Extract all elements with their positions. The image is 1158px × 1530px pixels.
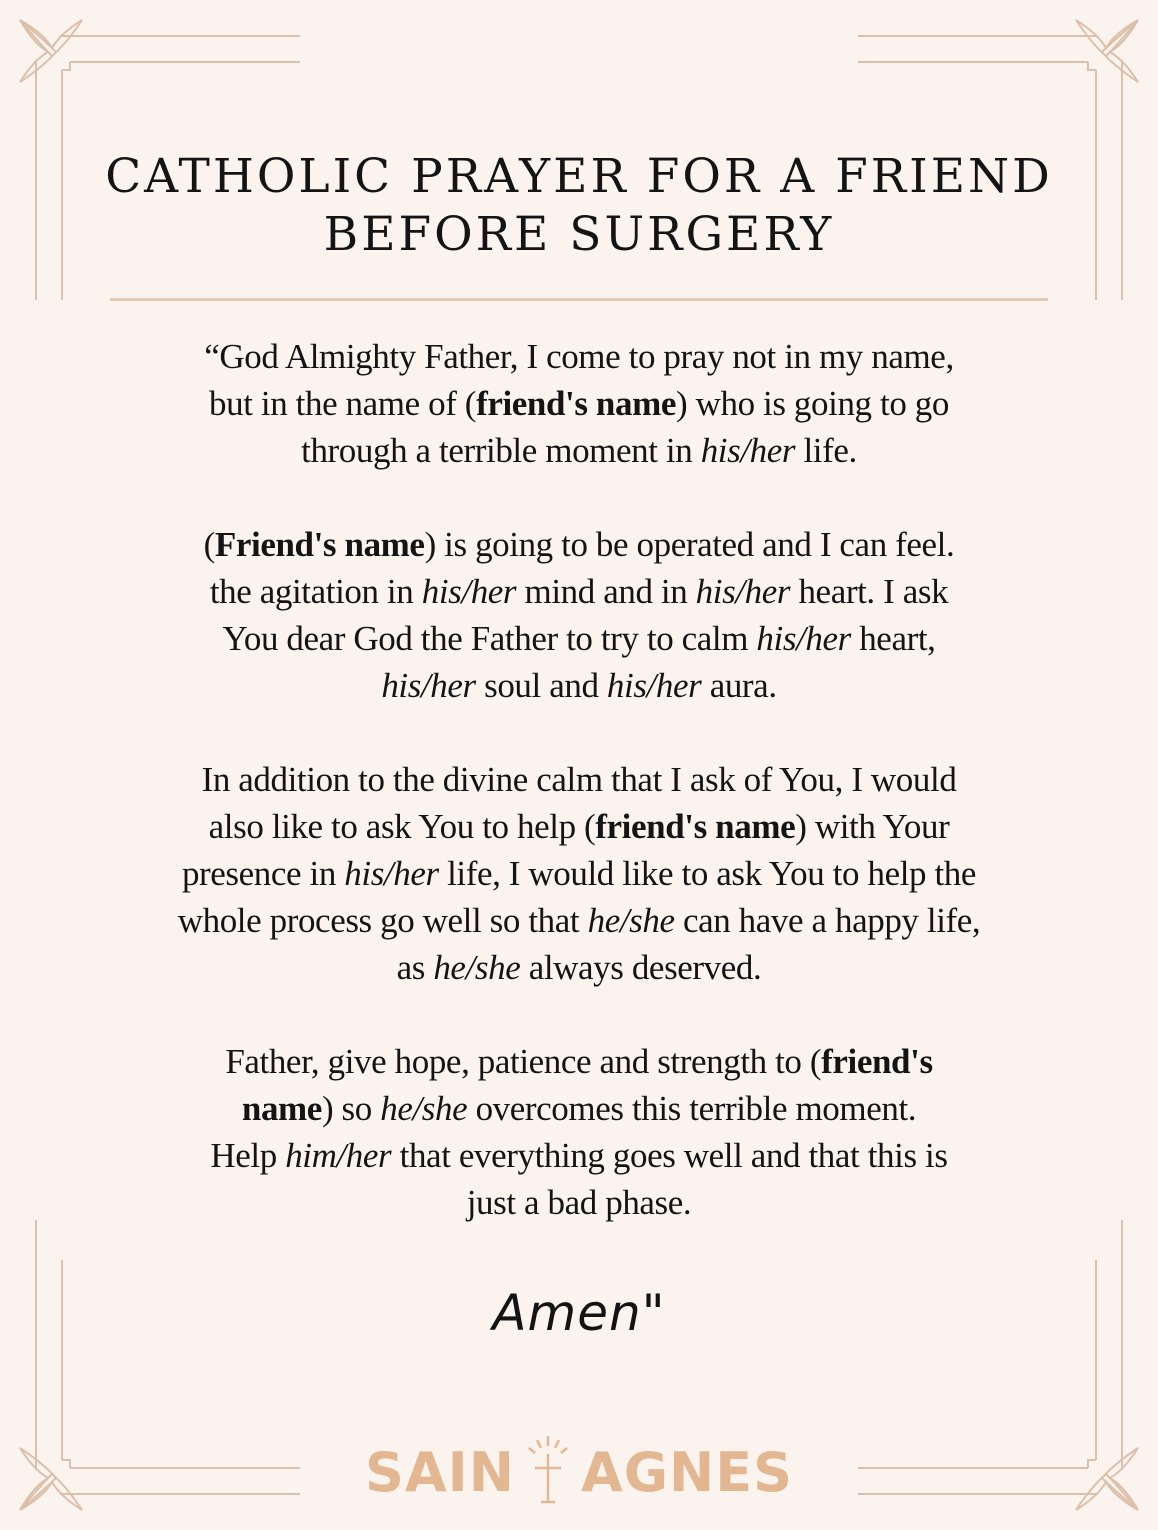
text: ( bbox=[203, 525, 215, 564]
pronoun-placeholder: his/her bbox=[344, 854, 439, 893]
saint-agnes-logo bbox=[0, 1432, 1158, 1512]
placeholder-friend-name: friend's name bbox=[476, 384, 676, 423]
pronoun-placeholder: his/her bbox=[695, 572, 791, 611]
prayer-line bbox=[70, 427, 1088, 474]
text: life. bbox=[795, 431, 857, 470]
prayer-line bbox=[70, 333, 1088, 380]
text: that everything goes well and that this is bbox=[391, 1136, 948, 1175]
text: presence in bbox=[181, 854, 345, 893]
text: mind and in bbox=[516, 572, 696, 611]
title-divider bbox=[110, 298, 1048, 301]
text: always deserved. bbox=[520, 948, 762, 987]
text: ) with Your bbox=[795, 807, 950, 846]
prayer-line bbox=[70, 850, 1088, 897]
pronoun-placeholder: he/she bbox=[587, 901, 675, 940]
prayer-line bbox=[70, 662, 1088, 709]
prayer-paragraph-1 bbox=[70, 333, 1088, 474]
prayer-line bbox=[70, 1132, 1088, 1179]
text: ) so bbox=[321, 1089, 381, 1128]
text: can have a happy life, bbox=[674, 901, 981, 940]
prayer-line bbox=[70, 1038, 1088, 1085]
prayer-line bbox=[70, 897, 1088, 944]
text: also like to ask You to help ( bbox=[208, 807, 596, 846]
text: life, I would like to ask You to help the bbox=[438, 854, 977, 893]
pronoun-placeholder: he/she bbox=[380, 1089, 468, 1128]
text: In addition to the divine calm that I ask of You, I would bbox=[201, 760, 957, 799]
logo-text-right: AGNES bbox=[580, 1440, 794, 1504]
pronoun-placeholder: he/she bbox=[433, 948, 521, 987]
placeholder-friend-name: friend's name bbox=[595, 807, 796, 846]
title-line-2: BEFORE SURGERY bbox=[323, 207, 835, 262]
pronoun-placeholder: his/her bbox=[606, 666, 702, 705]
text: ) is going to be operated and I can feel. bbox=[424, 525, 955, 564]
text: just a bad phase. bbox=[466, 1183, 692, 1222]
prayer-paragraph-4 bbox=[70, 1038, 1088, 1226]
title-line-1: CATHOLIC PRAYER FOR A FRIEND bbox=[105, 149, 1053, 204]
prayer-line bbox=[70, 803, 1088, 850]
text: as bbox=[396, 948, 434, 987]
prayer-line bbox=[70, 380, 1088, 427]
text: soul and bbox=[475, 666, 607, 705]
text: ) who is going to go bbox=[676, 384, 949, 423]
text: whole process go well so that bbox=[177, 901, 588, 940]
prayer-line bbox=[70, 944, 1088, 991]
placeholder-friend-name: Friend's name bbox=[214, 525, 425, 564]
prayer-text bbox=[70, 333, 1088, 1273]
page-title bbox=[60, 148, 1098, 264]
prayer-paragraph-2 bbox=[70, 521, 1088, 709]
text: heart, bbox=[850, 619, 936, 658]
prayer-closing: Amen" bbox=[492, 1284, 666, 1342]
text: the agitation in bbox=[209, 572, 422, 611]
logo-text-left: SAIN bbox=[364, 1440, 515, 1504]
prayer-line bbox=[70, 1179, 1088, 1226]
text: but in the name of ( bbox=[209, 384, 477, 423]
text: You dear God the Father to try to calm bbox=[222, 619, 757, 658]
prayer-paragraph-3 bbox=[70, 756, 1088, 991]
pronoun-placeholder: him/her bbox=[285, 1136, 392, 1175]
prayer-line bbox=[70, 1085, 1088, 1132]
pronoun-placeholder: his/her bbox=[421, 572, 517, 611]
text: “God Almighty Father, I come to pray not in my name, bbox=[204, 337, 954, 376]
text: aura. bbox=[701, 666, 777, 705]
placeholder-friend-name: friend's bbox=[821, 1042, 933, 1081]
text: Help bbox=[210, 1136, 286, 1175]
pronoun-placeholder: his/her bbox=[756, 619, 851, 658]
cross-icon bbox=[517, 1432, 579, 1512]
placeholder-friend-name: name bbox=[241, 1089, 322, 1128]
pronoun-placeholder: his/her bbox=[381, 666, 476, 705]
text: heart. I ask bbox=[790, 572, 949, 611]
text: Father, give hope, patience and strength to ( bbox=[225, 1042, 822, 1081]
pronoun-placeholder: his/her bbox=[700, 431, 796, 470]
prayer-line bbox=[70, 521, 1088, 568]
text: overcomes this terrible moment. bbox=[467, 1089, 917, 1128]
prayer-line bbox=[70, 756, 1088, 803]
prayer-line bbox=[70, 568, 1088, 615]
prayer-line bbox=[70, 615, 1088, 662]
text: through a terrible moment in bbox=[301, 431, 701, 470]
